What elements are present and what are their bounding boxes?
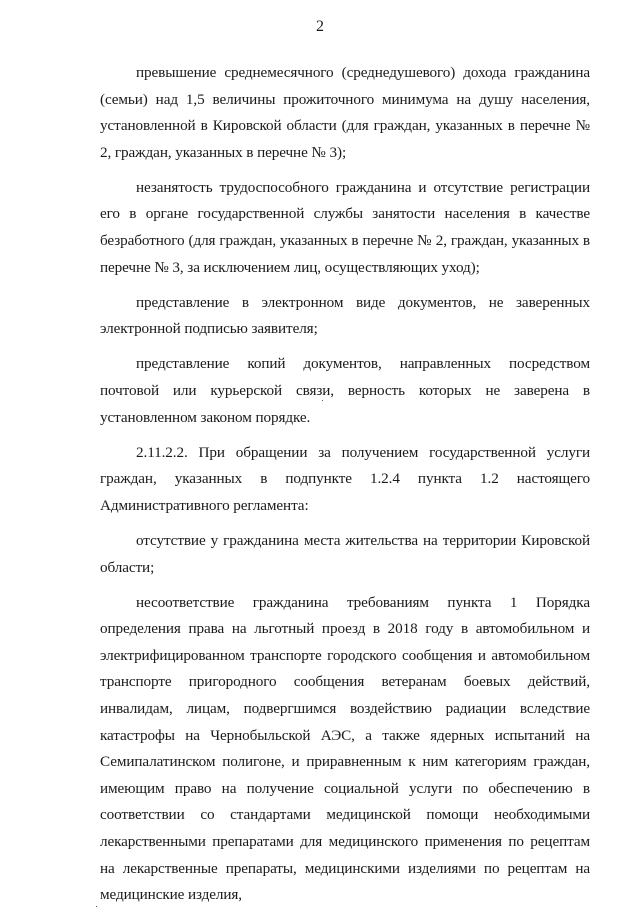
scan-speck	[96, 906, 97, 907]
document-body	[100, 60, 590, 917]
paragraph-requirements-mismatch: несоответствие гражданина требованиям пункта 1 Порядка определения права на льготный проезд в 2018 году в автомобильном и электрифицированном транспорте городского сообщения и автомобильном транспорте пригородного сообщения ветеранам боевых действий, инвалидам, лицам, подвергшимся воздействию радиации вследствие катастрофы на Чернобыльской АЭС, а также ядерных испытаний на Семипалатинском полигоне, и приравненным к ним категориям граждан, имеющим право на получение социальной услуги по обеспечению в соответствии со стандартами медицинской помощи необходимыми лекарственными препаратами для медицинского применения по рецептам на лекарственные препараты, медицинскими изделиями по рецептам на медицинские изделия,	[100, 593, 590, 904]
paragraph-no-residence: отсутствие у гражданина места жительства на территории Кировской области;	[100, 532, 590, 576]
paragraph-income-excess: превышение среднемесячного (среднедушевого) дохода гражданина (семьи) над 1,5 величины прожиточного минимума на душу населения, установленной в Кировской области (для граждан, указанных в перечне № 2, граждан, указанных в перечне № 3);	[100, 64, 590, 161]
paragraph-unemployment: незанятость трудоспособного гражданина и отсутствие регистрации его в органе государственной службы занятости населения в качестве безработного (для граждан, указанных в перечне № 2, граждан, указанных в перечне № 3, за исключением лиц, осуществляющих уход);	[100, 178, 590, 276]
paragraph-clause-2-11-2-2: 2.11.2.2. При обращении за получением государственной услуги граждан, указанных в подпункте 1.2.4 пункта 1.2 настоящего Административного регламента:	[100, 443, 590, 514]
scan-speck	[322, 400, 323, 401]
paragraph-electronic-documents: представление в электронном виде документов, не заверенных электронной подписью заявителя;	[100, 293, 590, 338]
page-number: 2	[316, 18, 324, 35]
paragraph-document-copies: представление копий документов, направленных посредством почтовой или курьерской связи, верность которых не заверена в установленном законом порядке.	[100, 355, 590, 426]
